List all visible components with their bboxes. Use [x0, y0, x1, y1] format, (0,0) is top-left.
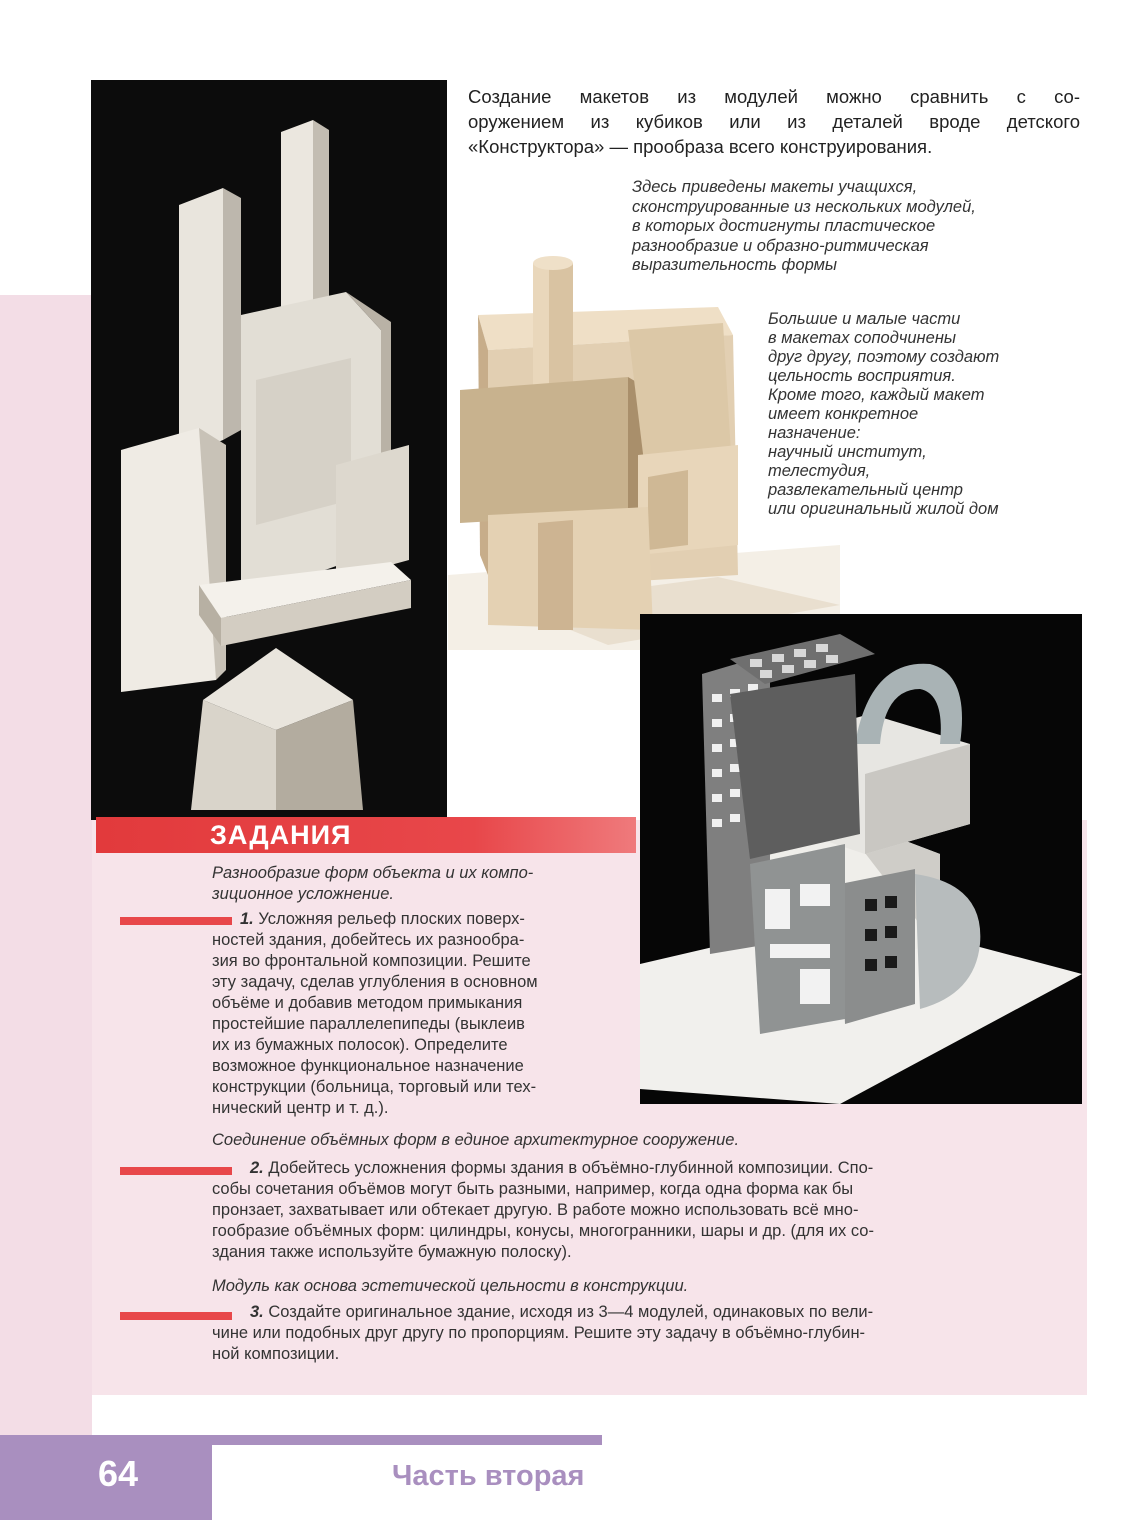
task-line: зия во фронтальной композиции. Решите: [212, 952, 531, 970]
part-title: Часть вторая: [392, 1460, 585, 1492]
photo-model-grey: [640, 614, 1082, 1104]
caption-line: цельность восприятия.: [768, 367, 956, 385]
task-1: [212, 909, 600, 1119]
task-line: [212, 909, 600, 930]
caption-line: имеет конкретное: [768, 405, 919, 423]
intro-paragraph: [468, 84, 1080, 159]
caption-line: развлекательный центр: [768, 481, 963, 499]
task-line: чине или подобных друг другу по пропорциям. Решите эту задачу в объёмно-глубин-: [212, 1324, 866, 1342]
task-number: 2.: [250, 1159, 264, 1177]
task-line: эту задачу, сделав углубления в основном: [212, 973, 538, 991]
page-number: 64: [98, 1453, 139, 1494]
task-line: нический центр и т. д.).: [212, 1099, 389, 1117]
task-text: Усложняя рельеф плоских поверх-: [258, 910, 525, 928]
task-line: пронзает, захватывает или обтекает другую. В работе можно использовать всё мно-: [212, 1201, 859, 1219]
caption-line: сконструированные из нескольких модулей,: [632, 197, 976, 216]
caption-line: телестудия,: [768, 462, 871, 480]
task-line: их из бумажных полосок). Определите: [212, 1036, 508, 1054]
task-line: собы сочетания объёмов могут быть разными, например, когда одна форма как бы: [212, 1180, 854, 1198]
task-subtitle-3: Модуль как основа эстетической цельности в конструкции.: [212, 1277, 689, 1295]
subtitle-line: зиционное усложнение.: [212, 885, 394, 903]
task-number: 1.: [240, 910, 254, 928]
task-line: возможное функциональное назначение: [212, 1057, 524, 1075]
caption-line: Кроме того, каждый макет: [768, 386, 985, 404]
intro-line: Создание макетов из модулей можно сравнить с со-: [468, 86, 1080, 107]
task-2: [212, 1158, 1032, 1263]
task-line: гообразие объёмных форм: цилиндры, конусы, многогранники, шары и др. (для их со-: [212, 1222, 874, 1240]
task-subtitle-2: Соединение объёмных форм в единое архитектурное сооружение.: [212, 1131, 740, 1149]
task-line: объёме и добавив методом примыкания: [212, 994, 523, 1012]
caption-line: в которых достигнуты пластическое: [632, 217, 936, 235]
intro-line: оружением из кубиков или из деталей вроде детского: [468, 111, 1080, 132]
subtitle-line: Разнообразие форм объекта и их компо-: [212, 864, 534, 882]
task-line: ностей здания, добейтесь их разнообра-: [212, 931, 525, 949]
caption-right: [768, 310, 1078, 519]
caption-line: Здесь приведены макеты учащихся,: [632, 178, 918, 196]
task-subtitle-1: [212, 863, 632, 905]
task-line: здания также используйте бумажную полоску).: [212, 1243, 572, 1261]
caption-line: выразительность формы: [632, 256, 838, 274]
footer-rule: [212, 1435, 602, 1445]
task-line: ной композиции.: [212, 1345, 340, 1363]
intro-line: «Конструктора» — прообраза всего конструирования.: [468, 136, 933, 157]
photo-model-tall: [91, 80, 447, 820]
caption-line: научный институт,: [768, 443, 927, 461]
task-3: [212, 1302, 1032, 1365]
caption-line: Большие и малые части: [768, 310, 961, 328]
caption-line: в макетах соподчинены: [768, 329, 957, 347]
caption-line: или оригинальный жилой дом: [768, 500, 999, 518]
task-line: [212, 1302, 1032, 1323]
tasks-title: ЗАДАНИЯ: [210, 820, 352, 850]
task-line: простейшие параллелепипеды (выклеив: [212, 1015, 525, 1033]
task-line: конструкции (больница, торговый или тех-: [212, 1078, 537, 1096]
caption-line: назначение:: [768, 424, 861, 442]
task-text: Создайте оригинальное здание, исходя из 3—4 модулей, одинаковых по вели-: [268, 1303, 874, 1321]
task-line: [212, 1158, 1032, 1179]
left-margin-band: [0, 295, 92, 1435]
tasks-banner: [96, 817, 636, 853]
caption-line: разнообразие и образно-ритмическая: [632, 236, 929, 255]
task-text: Добейтесь усложнения формы здания в объёмно-глубинной композиции. Спо-: [268, 1159, 874, 1177]
task-number: 3.: [250, 1303, 264, 1321]
caption-top: [632, 178, 1072, 276]
caption-line: друг другу, поэтому создают: [768, 348, 1000, 366]
